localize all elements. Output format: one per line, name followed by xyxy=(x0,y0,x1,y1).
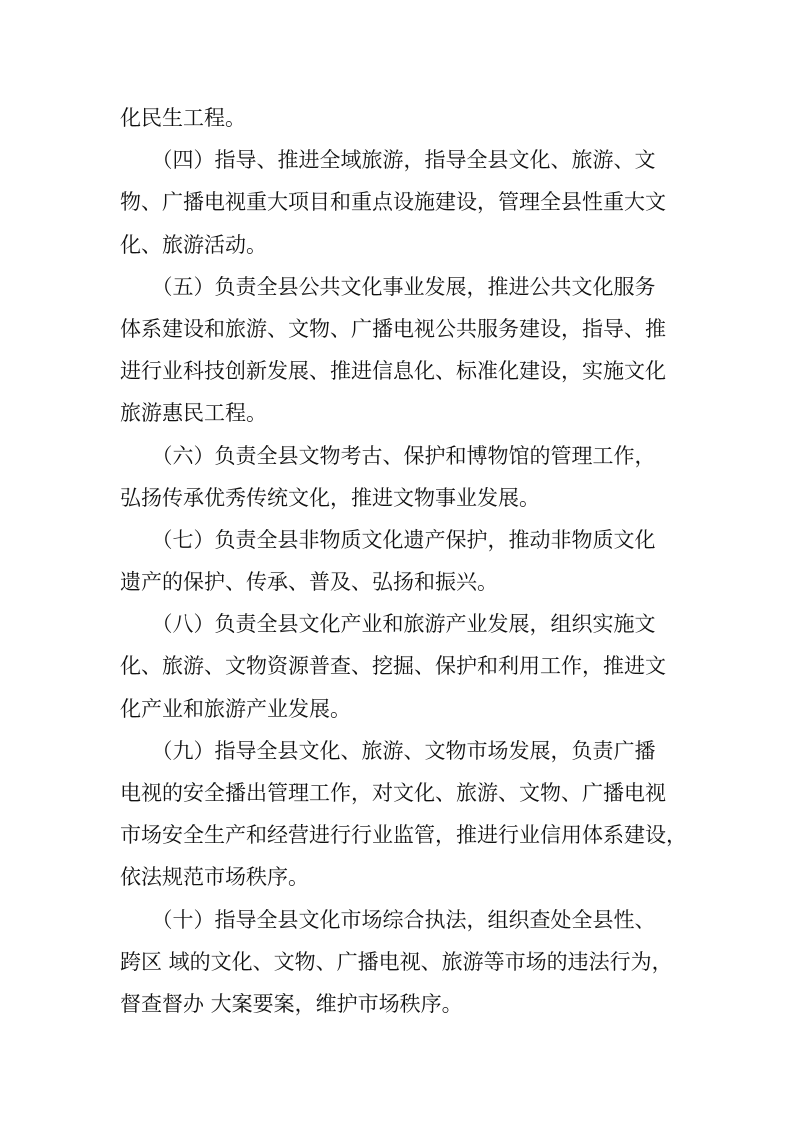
text-line: （十）指导全县文化市场综合执法，组织查处全县性、 xyxy=(120,907,656,932)
text-line: 进行业科技创新发展、推进信息化、标准化建设，实施文化 xyxy=(120,359,666,384)
text-line: 市场安全生产和经营进行行业监管，推进行业信用体系建设， xyxy=(120,823,687,848)
text-line: 化、旅游、文物资源普查、挖掘、保护和利用工作，推进文 xyxy=(120,654,666,679)
text-line: 依法规范市场秩序。 xyxy=(120,865,309,890)
text-line: （七）负责全县非物质文化遗产保护，推动非物质文化 xyxy=(120,527,656,552)
text-line: （五）负责全县公共文化事业发展，推进公共文化服务 xyxy=(120,274,656,299)
text-line: 体系建设和旅游、文物、广播电视公共服务建设，指导、推 xyxy=(120,316,666,341)
text-line: 跨区 域的文化、文物、广播电视、旅游等市场的违法行为， xyxy=(120,949,673,974)
text-line: 化民生工程。 xyxy=(120,106,246,130)
text-line: 物、广播电视重大项目和重点设施建设，管理全县性重大文 xyxy=(120,190,666,215)
text-line: 遗产的保护、传承、普及、弘扬和振兴。 xyxy=(120,570,498,595)
document-body xyxy=(120,97,687,1025)
text-line: 督查督办 大案要案，维护市场秩序。 xyxy=(120,991,463,1016)
text-line: 化产业和旅游产业发展。 xyxy=(120,696,351,721)
text-line: （四）指导、推进全域旅游，指导全县文化、旅游、文 xyxy=(120,148,656,173)
text-line: 旅游惠民工程。 xyxy=(120,401,267,426)
text-line: 电视的安全播出管理工作，对文化、旅游、文物、广播电视 xyxy=(120,781,666,805)
text-line: （九）指导全县文化、旅游、文物市场发展，负责广播 xyxy=(120,738,656,763)
text-line: （八）负责全县文化产业和旅游产业发展，组织实施文 xyxy=(120,612,656,637)
text-line: 弘扬传承优秀传统文化，推进文物事业发展。 xyxy=(120,485,540,510)
text-line: 化、旅游活动。 xyxy=(120,232,267,257)
text-line: （六）负责全县文物考古、保护和博物馆的管理工作， xyxy=(120,443,656,468)
